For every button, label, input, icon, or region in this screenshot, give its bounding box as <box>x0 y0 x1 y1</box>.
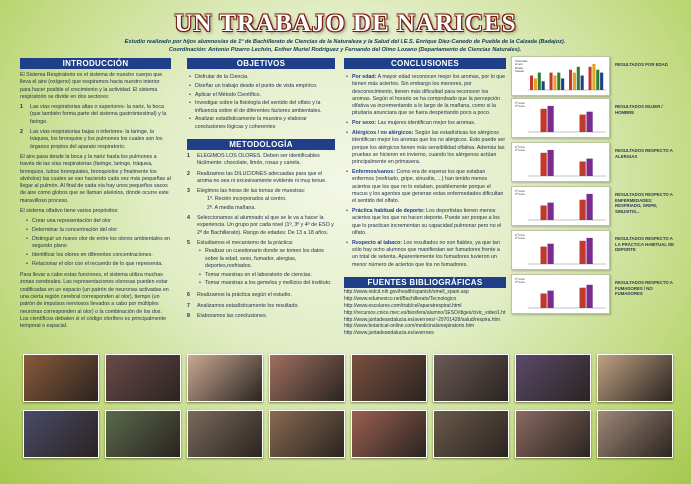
conclusion-text: Los deportistas tienen menos aciertos que los que no hacen deporte. Puede ser porque a los que lo practican incrementan su capacidad pulmonar pero no el olfato. <box>352 208 502 236</box>
method-step <box>187 313 335 320</box>
chart-bar <box>542 81 545 90</box>
step-main-text: Elegimos las horas de las tomas de muestras: <box>197 188 306 195</box>
chart-title: RESULTADOS MUJER / HOMBRE <box>615 104 663 115</box>
objetivo-item: • Aplicar el Método Científico. <box>189 92 335 99</box>
chart-bar <box>569 70 572 90</box>
legend-entry: 1ª toma <box>515 189 525 193</box>
chart-bar <box>530 76 533 91</box>
chart-legend <box>515 278 525 285</box>
bar-chart <box>512 231 609 269</box>
item-number: 2 <box>20 129 23 136</box>
legend-entry: 2ª toma <box>515 280 525 285</box>
intro-paragraph: El aire pasa desde la boca y la nariz hasta los pulmones a través de las vías respiratorias (faringe, laringe, tráquea, bronquios, tubos bronquiales, bronquiolos y finalmente los alvéolos) las cuales se van haciendo cada vez más pequeñas al llegar al pulmón. Al final de cada vía hay unos pequeños sacos de aire como globos que se llaman alvéolos, donde ocurre este maravilloso proceso. <box>20 153 171 204</box>
poster-title: UN TRABAJO DE NARICES <box>174 10 517 37</box>
objetivos-body <box>187 72 335 135</box>
chart-title: RESULTADOS POR EDAD <box>615 62 668 67</box>
conclusion-label: Enfermos/sanos: <box>352 169 395 176</box>
purpose-item: • Identificar los olores en diferentes concentraciones. <box>26 252 171 259</box>
chart-title: RESULTADOS RESPECTO A ALERGIAS <box>615 148 673 159</box>
intro-heading: INTRODUCCIÓN <box>20 58 171 69</box>
purpose-item: • Crear una representación del olor <box>26 218 171 225</box>
objetivo-item: • Investigar sobre la fisiología del sentido del olfato y la influencia sobre él de diferentes factores ambientales. <box>189 100 335 115</box>
conclusion-text: Según las estadísticas los alérgicos identifican mejor los aromas que los no alérgicos. Esto puede ser porque los alérgicos tienen más sensibilidad olfativa. Además las pruebas se hicieron en invierno, cuando los alérgenos actúan principalmente en primavera. <box>352 130 506 166</box>
step-number: 6 <box>187 292 190 299</box>
chart-bar <box>541 109 547 132</box>
step-number: 8 <box>187 312 190 319</box>
step-bullet: • Tomar muestras en el laboratorio de ciencias. <box>199 272 335 279</box>
legend-entry: 2ª toma <box>515 236 525 241</box>
step-text: Seleccionamos al alumnado al que se le va a hacer la experiencia. Un grupo por cada nivel (1º, 3º y 4º de ESO y 2º de Bachillerato). Rango de edades: De 13 a 18 años. <box>197 215 334 236</box>
chart-bar <box>548 150 554 176</box>
step-bullet: • Tomar muestras a los gemelos y mellizos del instituto. <box>199 280 335 287</box>
conclusion-item <box>346 120 506 127</box>
chart-bar <box>548 203 554 220</box>
legend-entry: Limón <box>515 62 523 67</box>
step-text <box>197 240 335 289</box>
chart-bar <box>550 73 553 90</box>
objetivo-item: • Analizar estadísticamente la muestra y elaborar conclusiones lógicas y coherentes <box>189 116 335 131</box>
lab-photo <box>597 354 673 402</box>
chart-bar <box>580 162 586 177</box>
metodologia-heading: METODOLOGÍA <box>187 139 335 150</box>
subtitle-line: Estudio realizado por hijos alumnos/as de 1º de Bachillerato de Ciencias de la Naturaleza y la Salud del I.E.S. Enrique Díez-Canedo de Puebla de la Calzada (Badajoz). <box>124 39 566 45</box>
reference-link[interactable]: http://recursos.cnice.mec.es/biosfera/alumno/1ESO/diges/civic_video1.ht <box>344 309 506 316</box>
chart-legend <box>515 60 528 74</box>
step-bullets <box>199 248 335 287</box>
chart-row <box>511 186 681 226</box>
method-step <box>187 303 335 310</box>
lab-photo <box>187 354 263 402</box>
metodologia-body <box>187 153 335 323</box>
chart-bar <box>596 70 599 90</box>
method-step <box>187 292 335 299</box>
chart-bar <box>587 112 593 132</box>
chart-bar <box>580 200 586 220</box>
chart-title: RESULTADOS RESPECTO A FUMADORES / NO FUMADORES <box>615 280 673 297</box>
chart-legend <box>515 234 525 241</box>
student-photo <box>597 410 673 458</box>
intro-item <box>20 129 171 151</box>
step-number: 2 <box>187 170 190 177</box>
objetivo-item: • Diseñar un trabajo desde el punto de vista empírico. <box>189 83 335 90</box>
conclusion-text: Como era de esperar los que estaban enfermos (resfriado, gripe, sinusitis, ...) han tenido menos aciertos que los que no lo estaban, posiblemente porque el mucus y los agentes que generan estas enfermedades dificultan el sentido del olfato. <box>352 169 504 205</box>
item-number: 1 <box>20 104 23 111</box>
poster-subtitle <box>60 39 630 54</box>
legend-entry: Canela <box>515 69 524 74</box>
legend-entry: 2ª toma <box>515 148 525 153</box>
intro-paragraph: El Sistema Respiratorio es el sistema de nuestro cuerpo que lleva el aire (oxígeno) que respiramos hacia nuestro interior para hacer posible el crecimiento y la actividad. El sistema respiratorio se divide en dos sectores: <box>20 72 163 100</box>
chart-bar <box>580 241 586 264</box>
conclusion-label: Práctica habitual de deporte: <box>352 208 425 215</box>
chart-bar <box>548 291 554 308</box>
purpose-item: • Relacionar el olor con el recuerdo de lo que representa. <box>26 261 171 268</box>
step-number: 3 <box>187 188 190 195</box>
step-text: Elaboramos las conclusiones. <box>197 312 268 319</box>
legend-entry: 1ª toma <box>515 233 525 237</box>
classroom-photo <box>23 410 99 458</box>
chart-legend <box>515 102 525 109</box>
chart-bar <box>557 73 560 90</box>
step-bullet: • Realizar un cuestionario donde se tomen los datos sobre la edad, sexo, fumador, alergias, deportes,resfriados. <box>199 248 335 270</box>
step-number: 1 <box>187 153 190 159</box>
conclusion-label: Respecto al tabaco: <box>352 239 403 246</box>
chart-bar <box>580 115 586 132</box>
legend-entry: Rosas <box>515 65 523 70</box>
fuentes-heading: FUENTES BIBLIOGRÁFICAS <box>344 277 506 288</box>
chart-bar <box>553 76 556 91</box>
legend-entry: 1ª toma <box>515 277 525 281</box>
method-step <box>187 171 335 186</box>
conclusiones-list <box>346 74 506 269</box>
step-text: Analizamos estadísticamente los resultado. <box>197 302 299 309</box>
purpose-item: • Determinar la concentración del olor <box>26 227 171 234</box>
reference-link[interactable]: http://www.juntadeandalucia.es/averroes <box>344 330 434 337</box>
chart-bar <box>548 106 554 132</box>
step-number: 4 <box>187 215 190 222</box>
chart-bar <box>561 78 564 90</box>
chart-bar <box>600 73 603 90</box>
chart-bar <box>587 238 593 264</box>
student-photo <box>269 410 345 458</box>
objetivos-heading: OBJETIVOS <box>187 58 335 69</box>
chart-bar <box>577 67 580 90</box>
classroom-photo <box>515 354 591 402</box>
lab-photo <box>105 410 181 458</box>
conclusion-item <box>346 169 506 205</box>
fuentes-list <box>344 289 510 337</box>
chart-legend <box>515 190 525 197</box>
conclusion-text: Los resultados no son fiables, ya que tan sólo hay ocho alumnos que manifiestan ser fumadores frente a un total de setenta. Aparentemente los fumadores tuvieron un menor número de aciertos que los no fumadores. <box>352 239 500 268</box>
chart-frame <box>511 186 610 226</box>
chart-bar <box>541 247 547 264</box>
reference-link[interactable]: http://www.botanical-online.com/medicinalsrespiratorio.htm <box>344 323 475 330</box>
classroom-photo <box>23 354 99 402</box>
chart-bar <box>538 73 541 90</box>
conclusion-item <box>346 208 506 237</box>
step-sub: 2º. A media mañana. <box>207 204 256 211</box>
conclusion-item <box>346 130 506 166</box>
chart-bar <box>587 194 593 220</box>
legend-entry: 2ª toma <box>515 104 525 109</box>
intro-body <box>20 72 171 334</box>
conclusiones-body <box>344 72 506 273</box>
objetivos-list <box>189 74 335 131</box>
conclusiones-heading: CONCLUSIONES <box>344 58 506 69</box>
reference-link[interactable]: http://www.edumexico.net/Bachillerato/Tecnologico <box>344 295 457 302</box>
step-number: 5 <box>187 239 190 246</box>
chart-row <box>511 230 681 270</box>
student-photo <box>351 410 427 458</box>
intro-item <box>20 104 171 126</box>
reference-link[interactable]: http://www.juntadeandalucia.es/averroes/~29701428/salud/respira.htm <box>344 316 501 323</box>
step-sub: 1º. Recién incorporados al centro. <box>207 196 287 203</box>
chart-bar <box>587 285 593 308</box>
chart-bar <box>541 206 547 221</box>
step-text: ELEGIMOS LOS OLORES. Deben ser identificables fácilmente: chocolate, limón, rosas y canela. <box>197 153 320 167</box>
step-text: Realizamos la práctica según el estudio. <box>197 292 292 299</box>
legend-entry: 1ª toma <box>515 101 525 105</box>
chart-bar <box>541 294 547 309</box>
chart-legend <box>515 146 525 153</box>
step-text <box>197 188 335 212</box>
method-step <box>187 215 335 237</box>
student-photo <box>351 354 427 402</box>
conclusion-label: Por sexo: <box>352 120 377 127</box>
chart-bar <box>541 153 547 176</box>
purpose-list <box>26 218 171 268</box>
conclusion-item <box>346 240 506 269</box>
subtitle-line: Coordinación: Antonio Pizarro Lechón, Esther Muriel Rodríguez y Fernando del Olmo Lozano (Departamento de Ciencias Naturales). <box>168 46 522 53</box>
legend-entry: Chocolate <box>515 59 528 63</box>
objetivo-item: • Disfrutar de la Ciencia. <box>189 74 335 81</box>
purpose-item: • Distinguir un nuevo olor de entre los olores ambientales en segundo plano <box>26 236 171 251</box>
conclusion-label: Por edad: <box>352 74 377 80</box>
student-photo <box>433 354 509 402</box>
method-step <box>187 153 335 168</box>
classroom-photo <box>105 354 181 402</box>
item-text: Las vías respiratorias altas o superiores- la nariz, la boca (que también forma parte del sistema gastrointestinal) y la faringe. <box>30 104 167 125</box>
chart-bar <box>580 288 586 308</box>
conclusion-text: A mayor edad reconocen mejor los aromas, por lo que tienen más aciertos. Sin embargo los menores, por desconocimiento, tienen más dificultad para reconocer los aromas. Según el horario se ha comprobado que la percepción olfativa va incrementando a lo largo de la mañana, como si la pituitaria anunciara que se fuera despertando poco a poco. <box>352 74 506 117</box>
chart-frame <box>511 230 610 270</box>
chart-row <box>511 98 681 138</box>
bar-chart <box>512 99 609 137</box>
bar-chart <box>512 187 609 225</box>
chart-bar <box>589 67 592 90</box>
chart-row <box>511 274 681 314</box>
chart-bar <box>581 76 584 91</box>
conclusion-text: Las mujeres identifican mejor los aromas. <box>376 120 476 127</box>
intro-list <box>20 104 171 151</box>
lab-photo <box>433 410 509 458</box>
method-step <box>187 240 335 289</box>
chart-row <box>511 142 681 182</box>
chart-bar <box>548 244 554 264</box>
chart-bar <box>573 73 576 90</box>
method-step <box>187 188 335 212</box>
step-number: 7 <box>187 302 190 309</box>
bar-chart <box>512 275 609 313</box>
chart-row <box>511 56 681 96</box>
chart-frame <box>511 56 610 96</box>
conclusion-label: Alérgicos / no alérgicos: <box>352 130 414 137</box>
chart-frame <box>511 274 610 314</box>
student-photo <box>515 410 591 458</box>
step-main-text: Estudiamos el mecanismo de la práctica: <box>197 239 294 246</box>
intro-paragraph: El sistema olfativo tiene varios propósitos: <box>20 208 119 215</box>
reference-link[interactable]: http://www.escolares.com/trab/cel/aparatrespirat.html <box>344 302 462 309</box>
chart-frame <box>511 98 610 138</box>
chart-frame <box>511 142 610 182</box>
reference-link[interactable]: http://www.nidcd.nih.gov/health/spanish/smell_spani.asp <box>344 289 469 295</box>
chart-title: RESULTADOS RESPECTO A LA PRÁCTICA HABITUAL DE DEPORTE <box>615 236 675 253</box>
chart-bar <box>587 159 593 176</box>
bar-chart <box>512 143 609 181</box>
intro-paragraph: Para llevar a cabo estas funciones, el sistema utiliza muchas zonas cerebrales. Las representaciones olorosas pueden estar codificadas en un espacio (un patrón de neuronas activadas en una cierta región cerebral corresponden al olor), tiempo (un patrón de impulsos nerviosos llevados a cabo por múltiples neuronas corresponden al olor) o la combinación de los dos. Los científicos debaten si el código olorífero es principalmente temporal o espacial. <box>20 272 169 330</box>
chart-bar <box>592 64 595 90</box>
student-photo <box>269 354 345 402</box>
chart-bar <box>534 78 537 90</box>
chart-title: RESULTADOS RESPECTO A ENFERMEDADES: RESFRIADO, GRIPE, SINUSITIS... <box>615 192 673 214</box>
item-text: Las vías respiratorias bajas o inferiores- la laringe, la tráquea, los bronquios y los pulmones los cuales son los órganos propios del aparato respiratorio. <box>30 129 163 150</box>
lab-photo <box>187 410 263 458</box>
legend-entry: 1ª toma <box>515 145 525 149</box>
step-text: Realizamos las DILUCIONES adecuadas para que el aroma no sea ni excesivamente evidente ni muy tenue. <box>197 170 327 184</box>
photo-strip <box>23 352 671 464</box>
legend-entry: 2ª toma <box>515 192 525 197</box>
conclusion-item <box>346 74 506 118</box>
